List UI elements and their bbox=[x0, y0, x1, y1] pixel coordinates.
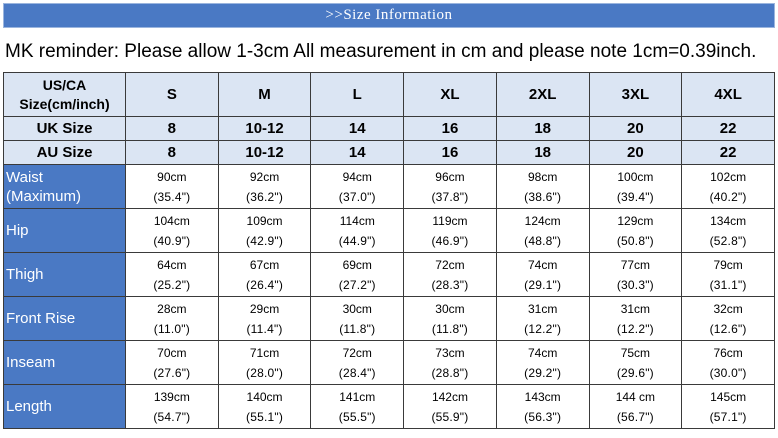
au-size-cell: 18 bbox=[496, 141, 589, 165]
measurement-cell bbox=[496, 165, 589, 209]
measurement-cell-content bbox=[682, 211, 774, 251]
measurement-cell-content bbox=[219, 167, 311, 207]
cm-value: 109cm bbox=[246, 213, 283, 228]
cm-value: 71cm bbox=[249, 345, 280, 360]
measurement-cell bbox=[218, 209, 311, 253]
measurement-cell bbox=[311, 297, 404, 341]
measurement-cell bbox=[126, 209, 219, 253]
measurement-cell bbox=[404, 253, 497, 297]
measurement-cell bbox=[682, 209, 775, 253]
cm-value: 77cm bbox=[620, 257, 651, 272]
inch-value: (56.3") bbox=[524, 409, 562, 424]
measurement-cell bbox=[682, 165, 775, 209]
cm-value: 143cm bbox=[524, 389, 561, 404]
cm-value: 76cm bbox=[713, 345, 743, 360]
measurement-label-line1: Length bbox=[6, 398, 52, 415]
measurement-cell-content bbox=[590, 299, 682, 339]
measurement-cell bbox=[311, 385, 404, 429]
inch-value: (29.6") bbox=[616, 365, 654, 380]
inch-value: (11.8") bbox=[431, 321, 469, 336]
measurement-cell-content bbox=[219, 343, 311, 383]
cm-value: 145cm bbox=[710, 389, 747, 404]
measurement-cell-content bbox=[126, 167, 218, 207]
inch-value: (40.9") bbox=[153, 233, 191, 248]
measurement-cell bbox=[404, 209, 497, 253]
size-header-cell: 2XL bbox=[496, 73, 589, 117]
cm-value: 28cm bbox=[157, 301, 187, 316]
measurement-cell bbox=[126, 165, 219, 209]
size-header-cell: XL bbox=[404, 73, 497, 117]
inch-value: (28.0") bbox=[246, 365, 284, 380]
cm-value: 69cm bbox=[342, 257, 372, 272]
inch-value: (36.2") bbox=[246, 189, 284, 204]
measurement-cell-content bbox=[404, 387, 496, 427]
measurement-cell-content bbox=[126, 255, 218, 295]
uk-size-label: UK Size bbox=[4, 117, 126, 141]
measurement-label-line1: Front Rise bbox=[6, 310, 76, 327]
measurement-cell-content bbox=[590, 255, 682, 295]
measurement-label bbox=[4, 385, 126, 429]
corner-label-line1: US/CA bbox=[42, 76, 87, 93]
measurement-cell-content bbox=[682, 387, 774, 427]
measurement-cell bbox=[218, 341, 311, 385]
measurement-cell-content bbox=[682, 343, 774, 383]
measurement-cell-content bbox=[682, 255, 774, 295]
measurement-reminder: MK reminder: Please allow 1-3cm All measurement in cm and please note 1cm=0.39inch. bbox=[5, 41, 757, 62]
inch-value: (39.4") bbox=[616, 189, 654, 204]
measurement-row bbox=[4, 385, 775, 429]
measurement-cell bbox=[682, 341, 775, 385]
cm-value: 72cm bbox=[435, 257, 465, 272]
measurement-cell bbox=[682, 297, 775, 341]
measurement-cell-content bbox=[126, 211, 218, 251]
cm-value: 64cm bbox=[157, 257, 187, 272]
cm-value: 67cm bbox=[249, 257, 280, 272]
cm-value: 92cm bbox=[249, 169, 280, 184]
inch-value: (12.2") bbox=[616, 321, 654, 336]
au-size-cell: 20 bbox=[589, 141, 682, 165]
au-size-cell: 8 bbox=[126, 141, 219, 165]
measurement-cell bbox=[496, 341, 589, 385]
measurement-label bbox=[4, 297, 126, 341]
measurement-cell-content bbox=[219, 211, 311, 251]
measurement-rows bbox=[4, 165, 775, 429]
measurement-cell bbox=[496, 297, 589, 341]
inch-value: (38.6") bbox=[524, 189, 562, 204]
measurement-cell-content bbox=[682, 299, 774, 339]
measurement-cell bbox=[589, 385, 682, 429]
au-size-row bbox=[4, 141, 775, 165]
cm-value: 70cm bbox=[157, 345, 187, 360]
cm-value: 102cm bbox=[710, 169, 747, 184]
measurement-row bbox=[4, 297, 775, 341]
measurement-cell bbox=[126, 297, 219, 341]
measurement-cell-content bbox=[126, 299, 218, 339]
measurement-cell-content bbox=[590, 343, 682, 383]
measurement-cell-content bbox=[497, 167, 589, 207]
measurement-cell-content bbox=[590, 211, 682, 251]
inch-value: (44.9") bbox=[338, 233, 376, 248]
measurement-cell-content bbox=[497, 343, 589, 383]
inch-value: (30.3") bbox=[616, 277, 654, 292]
cm-value: 124cm bbox=[524, 213, 561, 228]
measurement-label-line1: Thigh bbox=[6, 266, 44, 283]
inch-value: (57.1") bbox=[709, 409, 747, 424]
au-size-label: AU Size bbox=[4, 141, 126, 165]
measurement-cell-content bbox=[497, 255, 589, 295]
uk-size-cell: 10-12 bbox=[218, 117, 311, 141]
measurement-cell-content bbox=[311, 167, 403, 207]
measurement-cell-content bbox=[311, 211, 403, 251]
measurement-label-line2: (Maximum) bbox=[6, 187, 81, 205]
uk-size-cell: 14 bbox=[311, 117, 404, 141]
cm-value: 98cm bbox=[527, 169, 558, 184]
cm-value: 74cm bbox=[527, 257, 558, 272]
measurement-cell bbox=[496, 385, 589, 429]
measurement-cell bbox=[404, 341, 497, 385]
uk-size-cell: 8 bbox=[126, 117, 219, 141]
cm-value: 134cm bbox=[710, 213, 747, 228]
measurement-cell bbox=[218, 385, 311, 429]
cm-value: 79cm bbox=[713, 257, 743, 272]
measurement-cell bbox=[311, 165, 404, 209]
inch-value: (50.8") bbox=[616, 233, 654, 248]
measurement-cell-content bbox=[682, 167, 774, 207]
size-header-cell: 4XL bbox=[682, 73, 775, 117]
measurement-cell bbox=[589, 297, 682, 341]
inch-value: (48.8") bbox=[524, 233, 562, 248]
measurement-cell-content bbox=[311, 343, 403, 383]
measurement-cell-content bbox=[311, 255, 403, 295]
measurement-cell bbox=[311, 209, 404, 253]
inch-value: (11.0") bbox=[153, 321, 190, 336]
measurement-cell-content bbox=[219, 299, 311, 339]
measurement-cell bbox=[496, 209, 589, 253]
measurement-cell bbox=[589, 253, 682, 297]
measurement-label bbox=[4, 165, 126, 209]
cm-value: 114cm bbox=[339, 213, 375, 228]
measurement-cell-content bbox=[311, 387, 403, 427]
measurement-cell-content bbox=[404, 299, 496, 339]
corner-label-line2: Size(cm/inch) bbox=[19, 95, 110, 112]
measurement-cell bbox=[682, 385, 775, 429]
inch-value: (40.2") bbox=[709, 189, 747, 204]
measurement-cell-content bbox=[497, 387, 589, 427]
cm-value: 30cm bbox=[435, 301, 465, 316]
cm-value: 141cm bbox=[339, 389, 376, 404]
cm-value: 90cm bbox=[157, 169, 187, 184]
inch-value: (27.6") bbox=[153, 365, 191, 380]
measurement-label-line1: Hip bbox=[6, 222, 29, 239]
cm-value: 31cm bbox=[620, 301, 651, 316]
measurement-cell bbox=[311, 341, 404, 385]
cm-value: 119cm bbox=[432, 213, 468, 228]
cm-value: 100cm bbox=[617, 169, 654, 184]
cm-value: 74cm bbox=[527, 345, 558, 360]
measurement-cell-content bbox=[126, 343, 218, 383]
inch-value: (29.2") bbox=[524, 365, 562, 380]
measurement-cell bbox=[496, 253, 589, 297]
cm-value: 104cm bbox=[153, 213, 190, 228]
measurement-cell bbox=[126, 385, 219, 429]
measurement-cell bbox=[218, 165, 311, 209]
uk-size-cell: 18 bbox=[496, 117, 589, 141]
measurement-cell-content bbox=[404, 211, 496, 251]
measurement-cell-content bbox=[404, 255, 496, 295]
uk-size-cell: 16 bbox=[404, 117, 497, 141]
inch-value: (11.4") bbox=[246, 321, 283, 336]
cm-value: 144 cm bbox=[615, 389, 656, 404]
inch-value: (30.0") bbox=[709, 365, 747, 380]
measurement-cell bbox=[311, 253, 404, 297]
inch-value: (26.4") bbox=[246, 277, 284, 292]
cm-value: 32cm bbox=[713, 301, 743, 316]
measurement-cell-content bbox=[404, 167, 496, 207]
inch-value: (56.7") bbox=[616, 409, 654, 424]
inch-value: (52.8") bbox=[709, 233, 747, 248]
inch-value: (55.9") bbox=[431, 409, 469, 424]
inch-value: (12.2") bbox=[524, 321, 562, 336]
inch-value: (27.2") bbox=[338, 277, 376, 292]
measurement-row bbox=[4, 209, 775, 253]
measurement-label bbox=[4, 341, 126, 385]
measurement-cell bbox=[404, 297, 497, 341]
inch-value: (12.6") bbox=[709, 321, 747, 336]
measurement-cell-content bbox=[404, 343, 496, 383]
measurement-cell-content bbox=[497, 211, 589, 251]
measurement-row bbox=[4, 165, 775, 209]
inch-value: (31.1") bbox=[709, 277, 747, 292]
inch-value: (55.5") bbox=[338, 409, 376, 424]
inch-value: (28.3") bbox=[431, 277, 469, 292]
cm-value: 129cm bbox=[617, 213, 654, 228]
size-header-row bbox=[4, 73, 775, 117]
measurement-cell-content bbox=[497, 299, 589, 339]
au-size-cell: 22 bbox=[682, 141, 775, 165]
measurement-label bbox=[4, 209, 126, 253]
measurement-cell bbox=[126, 253, 219, 297]
cm-value: 140cm bbox=[246, 389, 283, 404]
measurement-row bbox=[4, 341, 775, 385]
cm-value: 72cm bbox=[342, 345, 372, 360]
inch-value: (28.8") bbox=[431, 365, 469, 380]
inch-value: (11.8") bbox=[339, 321, 376, 336]
inch-value: (35.4") bbox=[153, 189, 191, 204]
corner-header bbox=[4, 73, 126, 117]
measurement-cell-content bbox=[219, 387, 311, 427]
size-header-cell: S bbox=[126, 73, 219, 117]
measurement-cell bbox=[218, 297, 311, 341]
measurement-cell bbox=[218, 253, 311, 297]
inch-value: (54.7") bbox=[153, 409, 191, 424]
au-size-cell: 14 bbox=[311, 141, 404, 165]
measurement-cell-content bbox=[219, 255, 311, 295]
cm-value: 29cm bbox=[249, 301, 280, 316]
measurement-label-line1: Waist bbox=[6, 168, 43, 186]
cm-value: 31cm bbox=[527, 301, 558, 316]
measurement-cell-content bbox=[590, 167, 682, 207]
measurement-cell bbox=[589, 165, 682, 209]
measurement-cell bbox=[404, 385, 497, 429]
measurement-label bbox=[4, 253, 126, 297]
cm-value: 75cm bbox=[620, 345, 651, 360]
measurement-cell bbox=[589, 341, 682, 385]
cm-value: 139cm bbox=[153, 389, 190, 404]
inch-value: (25.2") bbox=[153, 277, 191, 292]
measurement-cell-content bbox=[590, 387, 682, 427]
inch-value: (46.9") bbox=[431, 233, 469, 248]
banner-title: >>Size Information bbox=[325, 7, 453, 23]
measurement-cell-content bbox=[311, 299, 403, 339]
measurement-row bbox=[4, 253, 775, 297]
size-header-cell: 3XL bbox=[589, 73, 682, 117]
size-info-banner bbox=[3, 3, 775, 28]
inch-value: (37.8") bbox=[431, 189, 469, 204]
inch-value: (55.1") bbox=[246, 409, 284, 424]
measurement-cell-content bbox=[126, 387, 218, 427]
measurement-cell bbox=[404, 165, 497, 209]
measurement-label-line1: Inseam bbox=[6, 354, 56, 371]
inch-value: (28.4") bbox=[338, 365, 376, 380]
cm-value: 94cm bbox=[342, 169, 372, 184]
measurement-cell bbox=[589, 209, 682, 253]
size-header-cell: L bbox=[311, 73, 404, 117]
measurement-cell bbox=[126, 341, 219, 385]
uk-size-cell: 22 bbox=[682, 117, 775, 141]
inch-value: (29.1") bbox=[524, 277, 562, 292]
size-chart-table bbox=[3, 72, 775, 429]
cm-value: 96cm bbox=[435, 169, 465, 184]
inch-value: (37.0") bbox=[338, 189, 376, 204]
uk-size-cell: 20 bbox=[589, 117, 682, 141]
cm-value: 30cm bbox=[342, 301, 372, 316]
cm-value: 142cm bbox=[431, 389, 468, 404]
size-header-cell: M bbox=[218, 73, 311, 117]
au-size-cell: 10-12 bbox=[218, 141, 311, 165]
measurement-cell bbox=[682, 253, 775, 297]
inch-value: (42.9") bbox=[246, 233, 284, 248]
au-size-cell: 16 bbox=[404, 141, 497, 165]
uk-size-row bbox=[4, 117, 775, 141]
cm-value: 73cm bbox=[435, 345, 465, 360]
